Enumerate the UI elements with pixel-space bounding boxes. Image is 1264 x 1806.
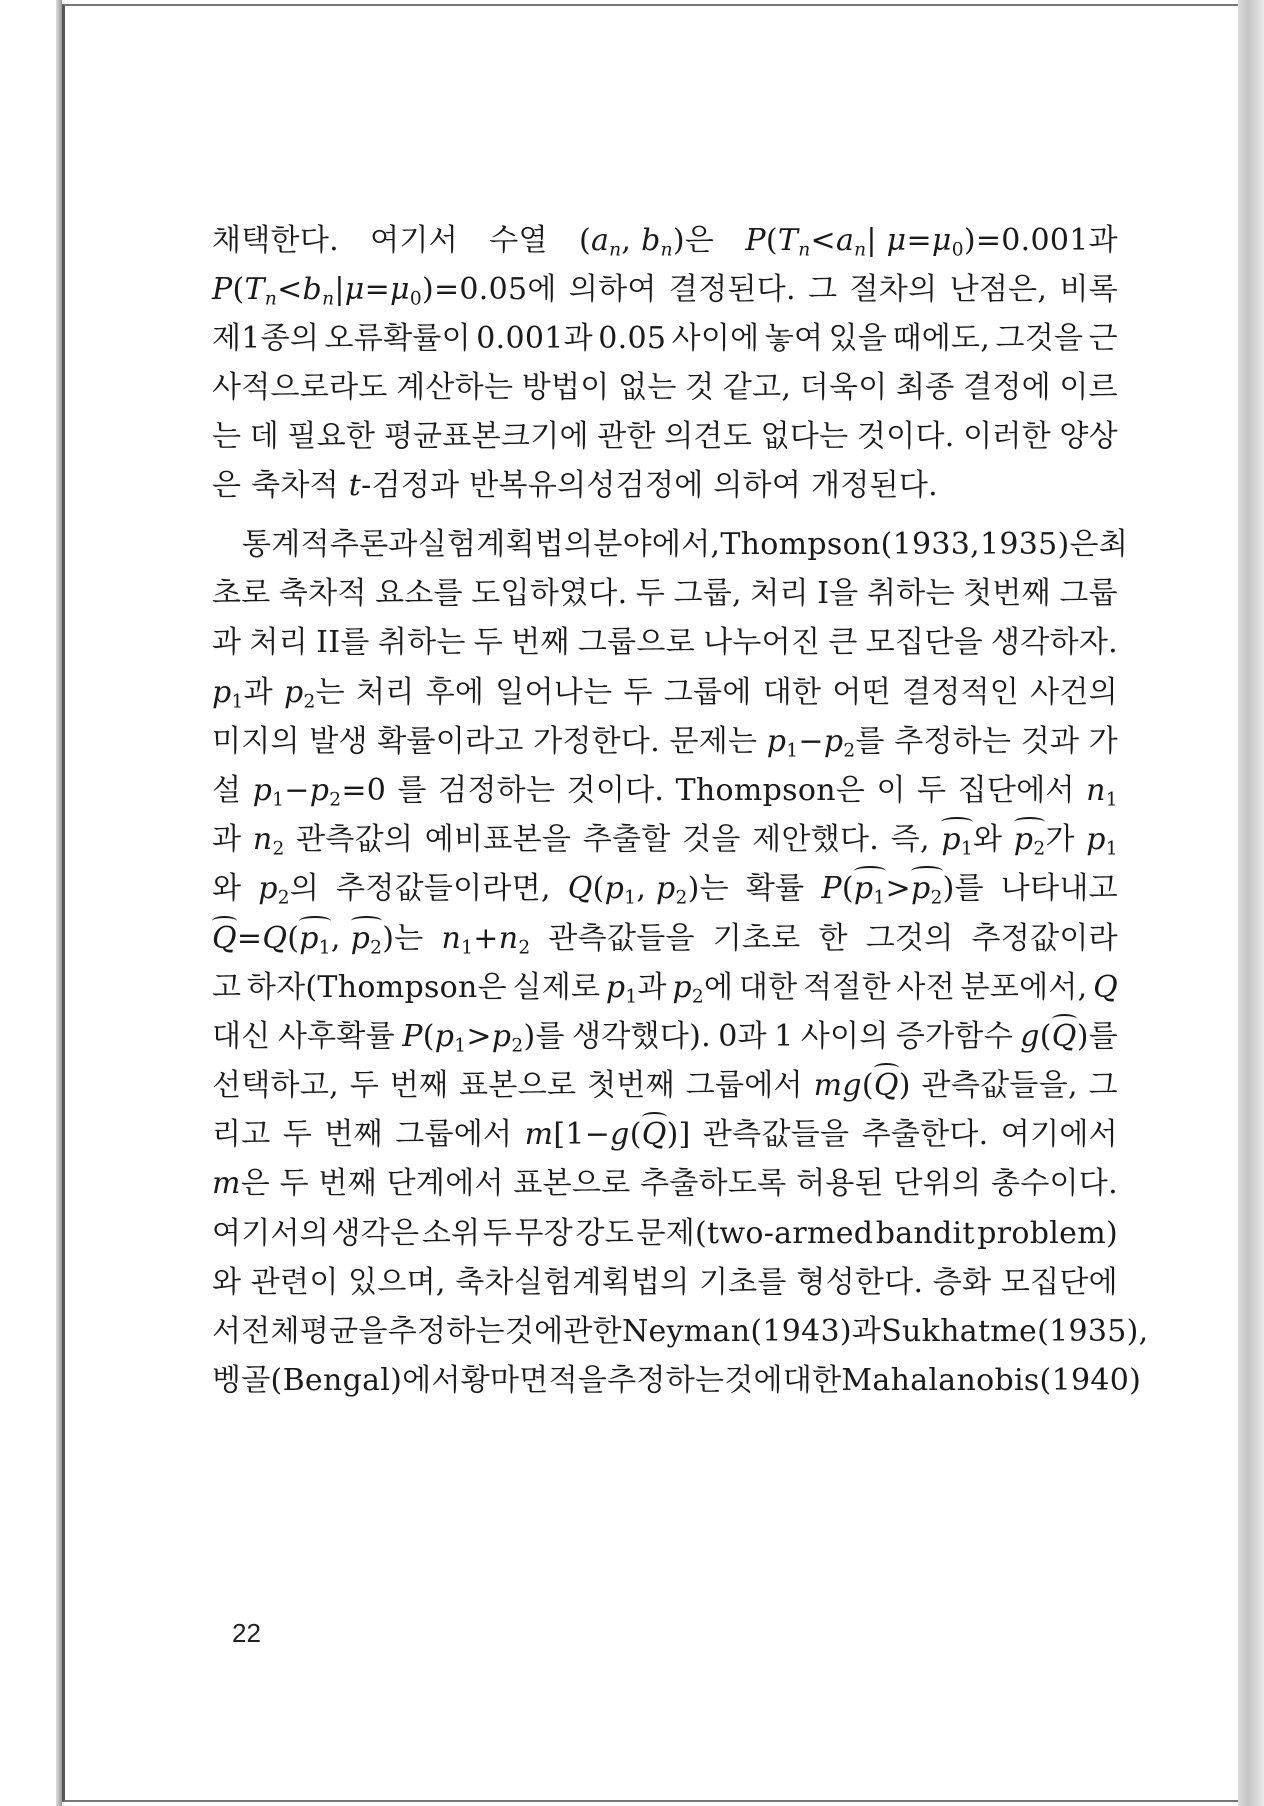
text-line: 서 전체 평균을 추정하는 것에 관한 Neyman(1943)과 Sukhatme(1935), [212, 1314, 1149, 1349]
page-edge-shadow [1238, 0, 1264, 1806]
text-line: $p_1$과 $p_2$는 처리 후에 일어나는 두 그룹에 대한 어떤 결정적인 사건의 [212, 674, 1118, 713]
text-line: 선택하고, 두 번째 표본으로 첫번째 그룹에서 mg(Q) 관측값들을, 그 [212, 1061, 1118, 1110]
text-line: 대신 사후확률 $P(p_1>p_2)$를 생각했다). 0과 1 사이의 증가함수 g(Q)를 [212, 1012, 1118, 1061]
paragraph-1 [212, 216, 1118, 510]
text-line: 고 하자(Thompson은 실제로 $p_1$과 $p_2$에 대한 적절한 사전 분포에서, Q [212, 969, 1118, 1008]
text-line: 통계적 추론과 실험계획법의 분야에서, Thompson(1933, 1935)은 최 [242, 527, 1129, 562]
text-line: 은 축차적 t-검정과 반복유의성검정에 의하여 개정된다. [212, 468, 938, 503]
text-line: 채택한다. 여기서 수열 ($a_n$, $b_n$)은 $P(T_n<a_n|$ $\mu=\mu_0)=0.001$과 [212, 223, 1118, 261]
text-line: 여기서의 생각은 소위 두 무장 강도 문제(two-armed bandit problem) [212, 1215, 1118, 1251]
text-line: 과 처리 II를 취하는 두 번째 그룹으로 나누어진 큰 모집단을 생각하자. [212, 625, 1118, 661]
page-number: 22 [232, 1618, 261, 1648]
text-line: 와 관련이 있으며, 축차실험계획법의 기초를 형성한다. 층화 모집단에 [212, 1264, 1118, 1300]
text-line: $Q=Q(p_1$, $p_2$)는 $n_1+n_2$ 관측값들을 기초로 한 그것의 추정값이라 [212, 914, 1118, 963]
text-line: 리고 두 번째 그룹에서 m[1−g(Q)] 관측값들을 추출한다. 여기에서 [212, 1110, 1118, 1159]
paragraph-2 [212, 520, 1149, 1405]
text-line: $P(T_n<b_n|\mu=\mu_0)=0.05$에 의하여 결정된다. 그 절차의 난점은, 비록 [212, 272, 1118, 310]
text-line: 설 $p_1-p_2=0$ 를 검정하는 것이다. Thompson은 이 두 집단에서 $n_1$ [212, 772, 1118, 811]
text-line: m은 두 번째 단계에서 표본으로 추출하도록 허용된 단위의 총수이다. [212, 1166, 1118, 1202]
text-line: 과 $n_2$ 관측값의 예비표본을 추출할 것을 제안했다. 즉, $p_1$와 $p_2$가 $p_1$ [212, 815, 1118, 864]
text-line: 벵골(Bengal)에서 황마 면적을 추정하는 것에 대한 Mahalanobis(1940) [212, 1363, 1142, 1399]
text-line: 사적으로라도 계산하는 방법이 없는 것 같고, 더욱이 최종 결정에 이르 [212, 370, 1118, 405]
text-line: 는 데 필요한 평균표본크기에 관한 의견도 없다는 것이다. 이러한 양상 [212, 419, 1118, 454]
text-line: 미지의 발생 확률이라고 가정한다. 문제는 $p_1-p_2$를 추정하는 것과 가 [212, 723, 1118, 762]
text-line: 초로 축차적 요소를 도입하였다. 두 그룹, 처리 I을 취하는 첫번째 그룹 [212, 576, 1118, 612]
text-line: 와 $p_2$의 추정값들이라면, $Q(p_1$, $p_2$)는 확률 $P(p_1>p_2)$를 나타내고 [212, 864, 1118, 913]
text-line: 제1종의 오류확률이 0.001과 0.05 사이에 놓여 있을 때에도, 그것을 근 [212, 321, 1118, 356]
